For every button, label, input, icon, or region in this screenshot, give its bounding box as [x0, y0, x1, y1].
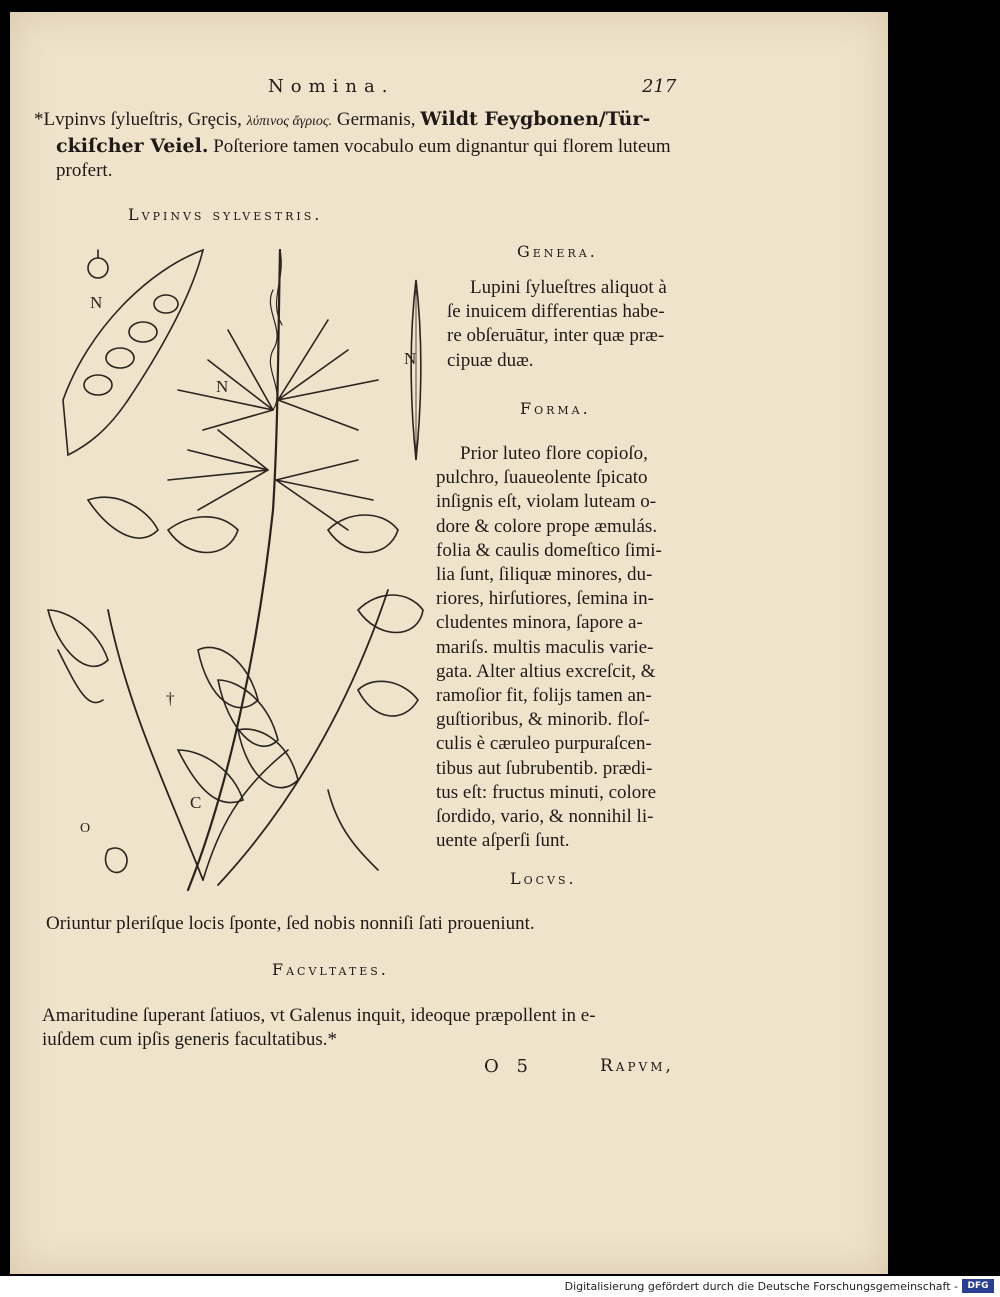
forma-line: gata. Alter altius excreſcit, & [436, 660, 656, 682]
genera-heading: Genera. [517, 242, 598, 261]
dfg-logo: DFG [962, 1279, 994, 1293]
facultates-line: Amaritudine ſuperant ſatiuos, vt Galenus inquit, ideoque præpollent in e- [42, 1005, 596, 1026]
genera-line: ſe inuicem differentias habe- [447, 301, 665, 323]
forma-heading: Forma. [520, 399, 591, 418]
forma-line: riores, hirſutiores, ſemina in- [436, 588, 654, 610]
locus-heading: Locvs. [510, 869, 577, 888]
intro-line-1: *Lvpinvs ſylueſtris, Grȩcis, λύπινος ἄγριος. Germanis, Wildt Feygbonen/Tür- [34, 108, 651, 130]
lupine-woodcut-illustration [28, 230, 428, 910]
forma-line: folia & caulis domeſtico ſimi- [436, 539, 662, 561]
forma-text [436, 442, 662, 853]
facultates-line: iuſdem cum ipſis generis facultatibus.* [42, 1029, 337, 1051]
forma-line: guſtioribus, & minorib. floſ- [436, 709, 650, 731]
running-header: Nomina. [268, 76, 395, 97]
forma-line: dore & colore prope æmulás. [436, 515, 658, 537]
pod-outline [63, 250, 203, 455]
locus-text: Oriuntur pleriſque locis ſponte, ſed nobis nonniſi ſati proueniunt. [46, 913, 535, 934]
forma-line: lia ſunt, ſiliquæ minores, du- [436, 564, 653, 586]
forma-line: Prior luteo flore copioſo, [460, 443, 648, 464]
figure-caption: Lvpinvs sylvestris. [128, 205, 323, 224]
genera-line: cipuæ duæ. [447, 349, 534, 371]
forma-line: uente aſperſi ſunt. [436, 830, 570, 852]
genera-line: Lupini ſylueſtres aliquot à [470, 277, 667, 298]
page-number: 217 [642, 76, 677, 97]
intro-line-3: profert. [56, 160, 113, 182]
footer-credit: Digitalisierung gefördert durch die Deutsche Forschungsgemeinschaft - [564, 1280, 958, 1293]
genera-line: re obſeruātur, inter quæ præ- [447, 325, 665, 347]
forma-line: ramoſior fit, folijs tamen an- [436, 685, 652, 707]
forma-line: cludentes minora, ſapore a- [436, 612, 643, 634]
figure-label-dagger: † [166, 689, 175, 708]
intro-line-2: ckiſcher Veiel. Poſteriore tamen vocabulo eum dignantur qui florem luteum [56, 135, 671, 158]
figure-label-n-right: N [404, 349, 417, 368]
signature-mark: O 5 [484, 1056, 534, 1077]
book-page [10, 12, 888, 1274]
intro-text [34, 107, 671, 184]
forma-line: ſordido, vario, & nonnihil li- [436, 806, 654, 828]
facultates-heading: Facvltates. [272, 960, 389, 979]
figure-label-c: C [190, 793, 202, 812]
forma-line: pulchro, ſuaueolente ſpicato [436, 467, 648, 489]
figure-label-o: O [80, 821, 91, 836]
genera-text [447, 276, 667, 373]
forma-line: inſignis eſt, violam luteam o- [436, 491, 657, 513]
forma-line: tibus aut ſubrubentib. prædi- [436, 757, 653, 779]
figure-label-n-center: N [216, 377, 229, 396]
forma-line: tus eſt: fructus minuti, colore [436, 781, 657, 803]
forma-line: culis è cæruleo purpuraſcen- [436, 733, 652, 755]
forma-line: mariſs. multis maculis varie- [436, 636, 654, 658]
footer-bar [0, 1276, 1000, 1297]
figure-label-n-pod: N [90, 293, 103, 312]
facultates-text [34, 1004, 596, 1052]
catchword: Rapvm, [600, 1056, 674, 1076]
